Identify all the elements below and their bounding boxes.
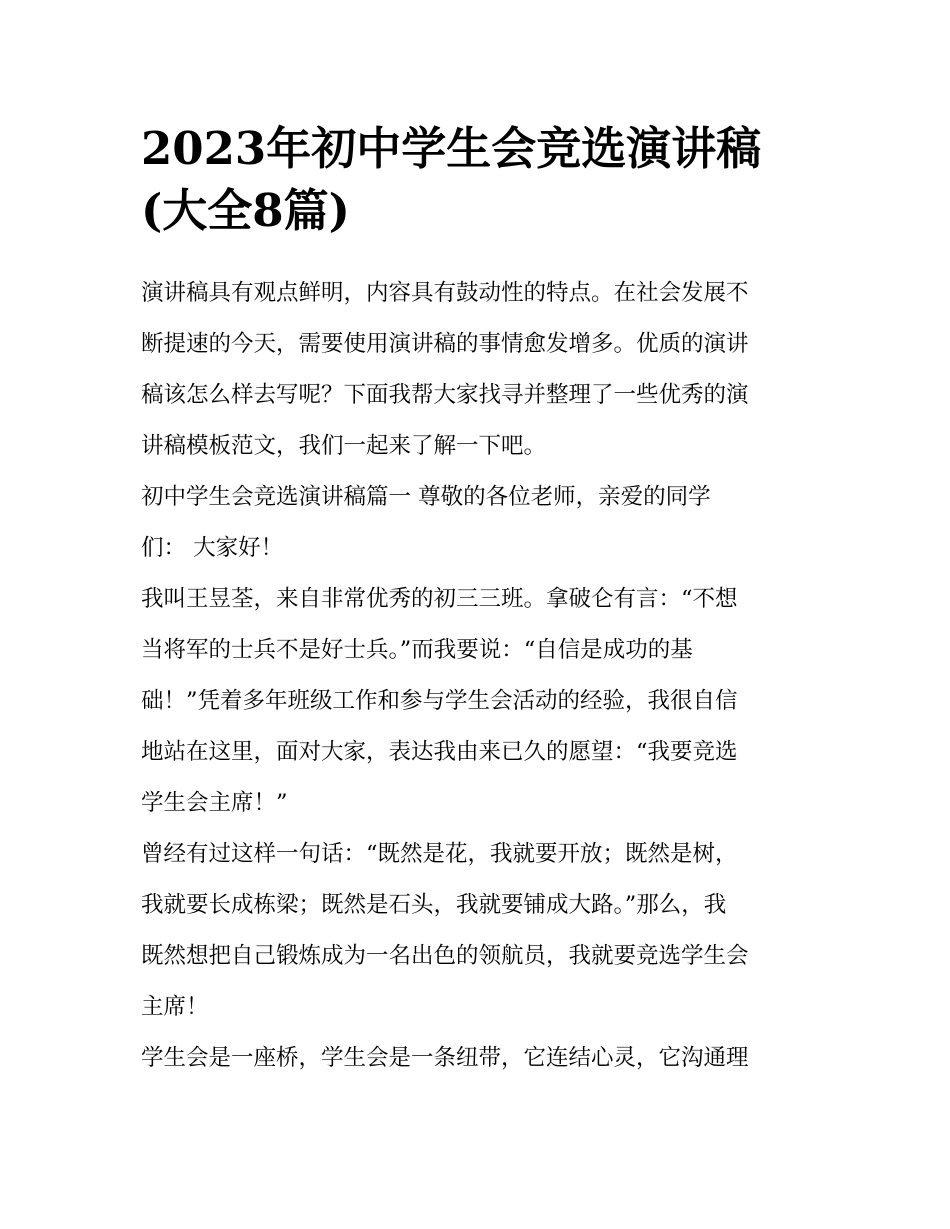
paragraph-introduction [141, 574, 813, 829]
text-line: 们： 大家好！ [141, 535, 284, 561]
text-line: 学生会是一座桥，学生会是一条纽带，它连结心灵，它沟通理 [141, 1045, 749, 1071]
paragraph-greeting [141, 472, 813, 574]
paragraph-intro [141, 268, 813, 472]
text-line: 稿该怎么样去写呢？下面我帮大家找寻并整理了一些优秀的演 [141, 382, 749, 408]
text-line: 曾经有过这样一句话：“既然是花，我就要开放；既然是树， [141, 841, 738, 867]
text-line: 讲稿模板范文，我们一起来了解一下吧。 [141, 433, 547, 459]
text-line: 初中学生会竞选演讲稿篇一 尊敬的各位老师，亲爱的同学 [141, 484, 711, 510]
text-line: 我叫王昱荃，来自非常优秀的初三三班。拿破仑有言：“不想 [141, 586, 738, 612]
paragraph-bridge [141, 1033, 813, 1084]
text-line: 断提速的今天，需要使用演讲稿的事情愈发增多。优质的演讲 [141, 331, 749, 357]
text-line: 既然想把自己锻炼成为一名出色的领航员，我就要竞选学生会 [141, 943, 749, 969]
text-line: 地站在这里，面对大家，表达我由来已久的愿望：“我要竞选 [141, 739, 738, 765]
text-line: 演讲稿具有观点鲜明，内容具有鼓动性的特点。在社会发展不 [141, 280, 749, 306]
text-line: 学生会主席！” [141, 790, 288, 816]
document-body [141, 268, 813, 1084]
text-line: 础！”凭着多年班级工作和参与学生会活动的经验，我很自信 [141, 688, 738, 714]
text-line: 我就要长成栋梁；既然是石头，我就要铺成大路。”那么，我 [141, 892, 727, 918]
text-line: 主席！ [141, 994, 209, 1020]
document-title [141, 118, 813, 242]
document-page [141, 118, 813, 1084]
text-line: 当将军的士兵不是好士兵。”而我要说：“自信是成功的基 [141, 637, 693, 663]
title-line-1: 2023年初中学生会竞选演讲稿 [141, 122, 762, 175]
title-line-2: (大全8篇) [141, 184, 350, 237]
paragraph-quote [141, 829, 813, 1033]
